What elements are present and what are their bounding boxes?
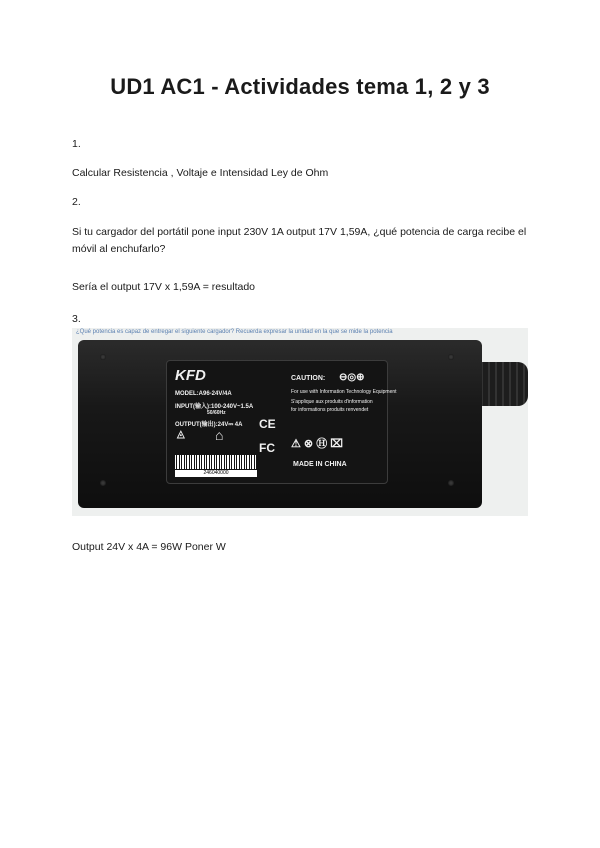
- screw-icon: [448, 480, 454, 486]
- item-2-number: 2.: [72, 196, 81, 208]
- model-text: MODEL:A96-24V/4A: [175, 391, 232, 397]
- frequency-text: 50/60Hz: [207, 410, 226, 416]
- item-3-number: 3.: [72, 313, 81, 325]
- item-3-answer: Output 24V x 4A = 96W Poner W: [72, 541, 226, 553]
- brand-logo: KFD: [175, 367, 206, 384]
- house-icon: ⌂: [215, 427, 224, 443]
- ce-mark-icon: CE: [259, 417, 276, 431]
- output-text: OUTPUT(输出):24V⎓ 4A: [175, 422, 243, 428]
- made-in-text: MADE IN CHINA: [293, 461, 347, 468]
- charger-photo: [72, 328, 528, 516]
- warning-line-3: for informations produits renvendet: [291, 407, 369, 413]
- charger-cable: [476, 362, 528, 406]
- item-2-answer: Sería el output 17V x 1,59A = resultado: [72, 281, 256, 293]
- photo-caption: ¿Qué potencia es capaz de entregar el siguiente cargador? Recuerda expresar la unidad en la que se mide la potencia: [76, 329, 393, 335]
- serial-number: 246040000: [175, 470, 257, 477]
- input-text: INPUT(输入):100-240V~1.5A: [175, 404, 254, 410]
- warning-line-1: For use with Information Technology Equipment: [291, 389, 397, 395]
- screw-icon: [100, 480, 106, 486]
- charger-body: [78, 340, 482, 508]
- screw-icon: [100, 354, 106, 360]
- caution-text: CAUTION:: [291, 375, 326, 382]
- fcc-mark-icon: FC: [259, 441, 275, 455]
- item-1-number: 1.: [72, 138, 81, 150]
- screw-icon: [448, 354, 454, 360]
- safety-symbols-icon: ⚠ ⊗ Ⓗ ⌧: [291, 438, 343, 450]
- certification-icon: ◬: [177, 429, 185, 440]
- polarity-icon: ⊖◎⊕: [339, 372, 365, 383]
- charger-label: [166, 360, 397, 484]
- page-title: UD1 AC1 - Actividades tema 1, 2 y 3: [110, 74, 490, 99]
- item-2-question: Si tu cargador del portátil pone input 230V 1A output 17V 1,59A, ¿qué potencia de carga recibe el móvil al enchufarlo?: [72, 226, 527, 255]
- warning-line-2: S'applique aux produits d'information: [291, 399, 373, 405]
- item-1-text: Calcular Resistencia , Voltaje e Intensidad Ley de Ohm: [72, 167, 329, 179]
- barcode: [175, 455, 257, 469]
